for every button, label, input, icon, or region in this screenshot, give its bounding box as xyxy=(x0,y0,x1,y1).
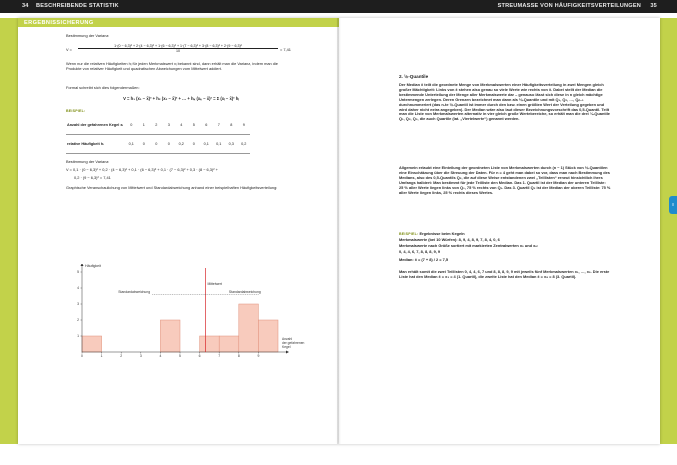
table-cell: 0 xyxy=(150,135,163,154)
chart-bar xyxy=(160,320,180,352)
table-cell: 8 xyxy=(225,116,238,135)
chapter-tab: I xyxy=(669,196,677,214)
book-gutter xyxy=(337,18,341,444)
table-row-label: Anzahl der gefahrenen Kegel xᵢ xyxy=(66,116,125,135)
table-cell: 1 xyxy=(138,116,151,135)
frequency-chart xyxy=(68,264,314,368)
general-variance-formula: V = h₁ (x₁ − x̄)² + h₂ (x₂ − x̄)² + … + hₖ (xₖ − x̄)² = Σ (xᵢ − x̄)² hᵢ xyxy=(123,96,239,101)
left-page xyxy=(18,18,339,444)
x-tick-label: 5 xyxy=(179,354,181,358)
table-row-label: relative Häufigkeit hᵢ xyxy=(66,135,125,154)
example-line-4: Median: x̃ = (7 + 8) / 2 = 7,5 xyxy=(399,257,448,262)
quantile-paragraph-2: Allgemein erlaubt eine Einteilung der geordneten Liste von Merkmalswerten durch (n − 1) Stück von ¹⁄ₙ-Quantilen eine Einschätzung über die Streuung der Daten. Für n = 4 geht man dabei so vor, dass man nach Bestimmung des Medians, also des 0,5-Quantils Q₂, die auf diese Weise entstandenen zwei „Teillisten“ erneut hinsichtlich ihres Umfangs halbiert: Man bestimmt für jede Teilliste den Median. Das 1. Quartil ist der Median der unteren Teilliste: 25 % aller Werte liegen links von Q₁, 75 % rechts von Q₁. Das 3. Quartil Q₃ ist der Median der oberen Teilliste: 75 % aller Werte liegen links, 25 % rechts dieses Wertes. xyxy=(399,165,611,195)
example-line-1: Merkmalswerte (bei 10 Würfen): 8, 9, 4, 8, 9, 7, 8, 4, 0, 6 xyxy=(399,237,500,242)
quantile-paragraph-1: Der Median x̃ teilt die geordnete Menge von Merkmalswerten einer Häufigkeitsverteilung in zwei Mengen gleich großer Mächtigkeit: Links von x̃ stehen also genau so viele Werte wie rechts von x̃. Dabei stellt der Median die bestimmende Unterteilung der Menge aller Merkmalswerte dar – genauso lässt sich diese in n gleich mächtige Untermengen zerlegen. Deren Grenzen bezeichnet man dann als ¹⁄ₙ-Quantile und mit Q₁, Q₂, …, Qₙ₋₁ durchnummeriert (das n-te ¹⁄ₙ-Quantil ist immer durch den bzw. einen größten Wert der Verteilung gegeben und wird daher nicht extra angegeben). Der Median wäre also laut dieser Bezeichnungsvorschrift das 0,5-Quantil. Teilt man die Liste von Merkmalswerten alternativ in vier gleich große Wertebereiche, so erhält man die drei ¼-Quantile Q₁, Q₂, Q₃, die auch Quartile (lat. „Viertelwerte“) genannt werden. xyxy=(399,82,610,122)
table-cell: 6 xyxy=(200,116,213,135)
section-title-bar xyxy=(18,18,339,27)
table-cell: 0,1 xyxy=(213,135,226,154)
chart-bar xyxy=(239,304,259,352)
table-row-frequencies xyxy=(66,135,250,154)
x-tick-label: 8 xyxy=(237,354,240,358)
table-cell: 0,3 xyxy=(225,135,238,154)
left-running-header xyxy=(0,0,339,13)
right-page-number: 35 xyxy=(650,3,657,9)
variance-line-2a: V = 0,1 · (0 − 6,3)² + 0,2 · (4 − 6,3)² + 0,1 · (6 − 6,3)² + 0,1 · (7 − 6,3)² + 0,3 · (8 − 6,3)² + xyxy=(66,167,218,172)
table-cell: 0,2 xyxy=(238,135,251,154)
table-cell: 0,1 xyxy=(200,135,213,154)
table-cell: 0,1 xyxy=(125,135,138,154)
frequency-table xyxy=(66,116,250,154)
quantile-heading: 2. ¹⁄ₙ-Quantile xyxy=(399,74,429,79)
x-tick-label: 3 xyxy=(139,354,142,358)
chart-bar xyxy=(82,336,102,352)
variance-heading: Bestimmung der Varianz: xyxy=(66,33,110,38)
example-label: BEISPIEL: xyxy=(66,109,86,113)
variance-denominator: 10 xyxy=(176,49,180,53)
table-cell: 3 xyxy=(163,116,176,135)
right-page xyxy=(339,18,660,444)
table-cell: 5 xyxy=(188,116,201,135)
y-tick-label: 3 xyxy=(77,302,79,307)
std-label-right: Standardabweichung xyxy=(228,289,261,294)
std-label-left: Standardabweichung xyxy=(118,289,151,294)
table-cell: 2 xyxy=(150,116,163,135)
table-cell: 9 xyxy=(238,116,251,135)
table-cell: 4 xyxy=(175,116,188,135)
y-axis-label: Häufigkeit xyxy=(85,264,101,268)
right-running-title: STREUMASSE VON HÄUFIGKEITSVERTEILUNGEN xyxy=(497,3,641,9)
table-row-values xyxy=(66,116,250,135)
x-tick-label: 6 xyxy=(198,354,201,358)
right-running-header xyxy=(339,0,677,13)
variance-heading-2: Bestimmung der Varianz: xyxy=(66,159,110,164)
table-cell: 7 xyxy=(213,116,226,135)
variance-line-2b: 0,2 · (9 − 6,3)² = 7,41 xyxy=(74,175,111,180)
x-tick-label: 0 xyxy=(81,354,83,358)
right-example-label: BEISPIEL: xyxy=(399,232,419,236)
x-axis-label-line: Anzahl xyxy=(282,337,293,341)
chart-bar xyxy=(200,336,220,352)
table-cell: 0 xyxy=(163,135,176,154)
x-tick-label: 2 xyxy=(120,354,123,358)
variance-result: = 7,41 xyxy=(280,47,291,52)
x-axis-label xyxy=(282,337,305,349)
section-title: ERGEBNISSICHERUNG xyxy=(24,19,94,26)
paragraph-formal: Formal schreibt sich dies folgendermaßen: xyxy=(66,85,140,90)
x-tick-label: 9 xyxy=(257,354,260,358)
example-line-3: 0, 4, 4, 6, 7, 8, 8, 8, 9, 9 xyxy=(399,249,441,254)
x-axis-label-line: Kegel xyxy=(282,345,291,349)
x-tick-label: 4 xyxy=(159,354,162,358)
left-page-number: 34 xyxy=(22,3,29,9)
x-axis-arrow xyxy=(286,351,289,354)
x-axis-label-line: der gefahrenen xyxy=(282,341,305,345)
left-running-title: BESCHREIBENDE STATISTIK xyxy=(36,3,119,9)
y-axis-arrow xyxy=(81,264,84,266)
table-cell: 0 xyxy=(138,135,151,154)
variance-formula xyxy=(66,44,316,58)
example-line-2: Merkmalswerte nach Größe sortiert mit markierten Zentralwerten x₅ und x₆: xyxy=(399,243,539,248)
table-cell: 0,2 xyxy=(175,135,188,154)
variance-numerator: 1·(0 − 6,3)² + 2·(4 − 6,3)² + 1·(6 − 6,3)² + 1·(7 − 6,3)² + 3·(8 − 6,3)² + 2·(9 − 6,3)² xyxy=(78,44,278,49)
x-tick-label: 7 xyxy=(218,354,221,358)
x-tick-label: 1 xyxy=(100,354,103,358)
paragraph-relative-frequencies: Wenn nur die relativen Häufigkeiten hᵢ für jeden Merkmalswert xᵢ bekannt sind, dann erhält man die Varianz, indem man die Produkte von relativer Häufigkeit und quadratischen Abweichungen vom Mittelwert addiert. xyxy=(66,61,278,71)
right-example-title: Ergebnisse beim Kegeln xyxy=(419,231,465,236)
y-tick-label: 4 xyxy=(77,286,79,291)
variance-formula-prefix: V = xyxy=(66,47,72,52)
y-tick-label: 5 xyxy=(77,270,79,275)
graphic-caption: Graphische Veranschaulichung von Mittelwert und Standardabweichung anhand einer beispielhaften Häufigkeitsverteilung: xyxy=(66,185,278,190)
chart-bar xyxy=(219,336,239,352)
mean-label: Mittelwert xyxy=(207,281,222,286)
chart-bar xyxy=(258,320,278,352)
y-tick-label: 2 xyxy=(77,318,79,323)
table-cell: 0 xyxy=(125,116,138,135)
quantile-paragraph-3: Man erhält somit die zwei Teillisten 0, 4, 4, 6, 7 und 8, 8, 8, 9, 9 mit jeweils fünf Merkmalswerten x₁, …, x₅. Die erste Liste hat den Median x̃ = x₃ = 4 (1. Quartil), die zweite Liste hat den Median x̃ = x₈ = 8 (3. Quartil). xyxy=(399,269,610,279)
table-cell: 0 xyxy=(188,135,201,154)
y-tick-label: 1 xyxy=(77,334,79,339)
